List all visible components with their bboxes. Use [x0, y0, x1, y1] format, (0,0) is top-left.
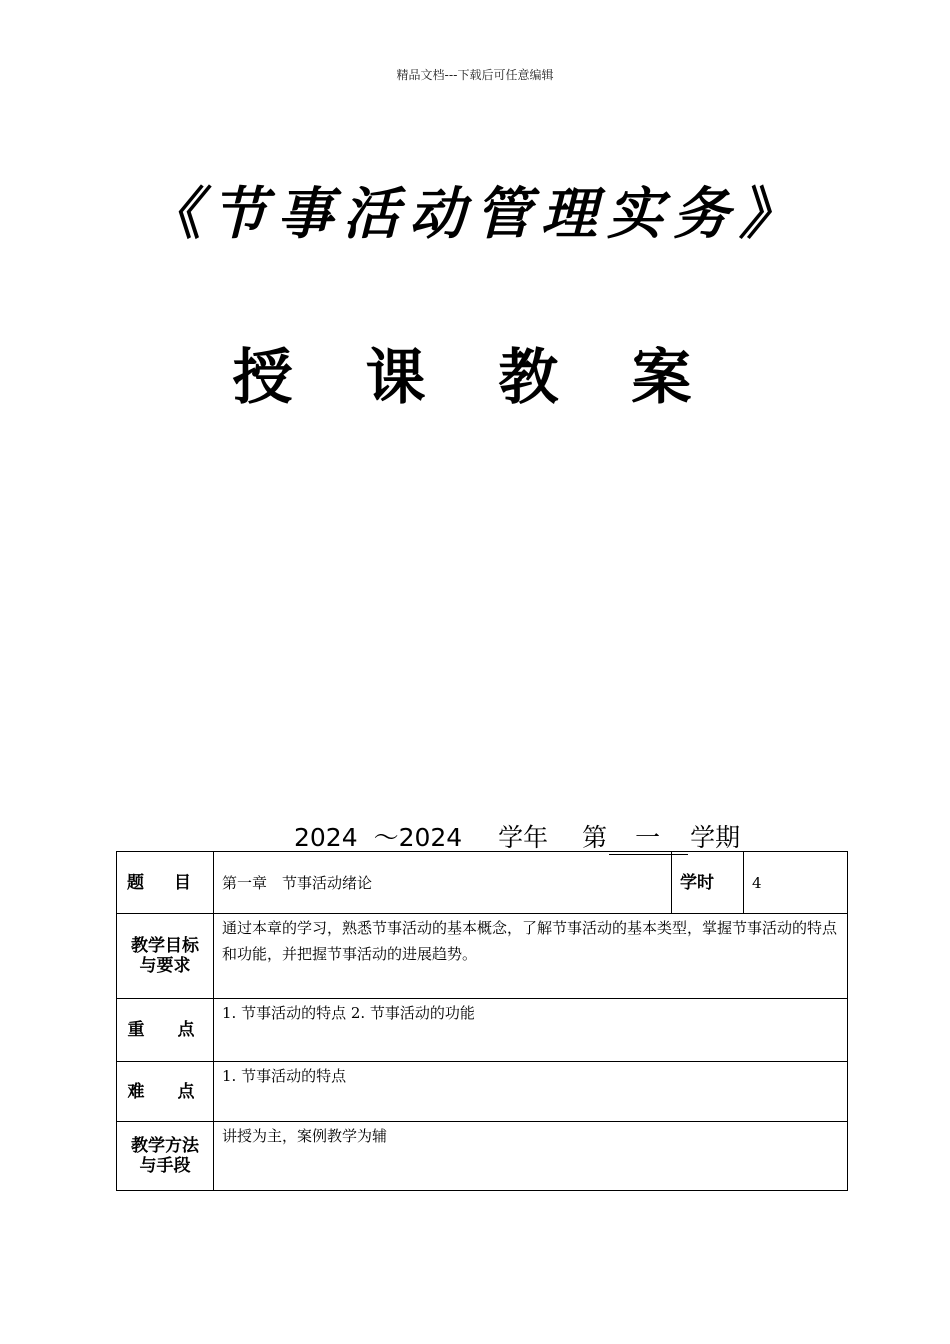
document-subtitle: 授 课 教 案: [232, 343, 718, 413]
term-year-end: ～2024: [373, 823, 463, 852]
topic-label: 题 目: [117, 852, 214, 914]
objectives-value: 通过本章的学习，熟悉节事活动的基本概念，了解节事活动的基本类型，掌握节事活动的特点和功能，并把握节事活动的进展趋势。: [214, 914, 848, 999]
objectives-label: 教学目标 与要求: [117, 914, 214, 999]
topic-value: 第一章 节事活动绪论: [214, 852, 672, 914]
key-points-label: 重 点: [117, 999, 214, 1062]
table-row: [117, 999, 848, 1062]
key-points-value: 1. 节事活动的特点 2. 节事活动的功能: [214, 999, 848, 1062]
term-number: 一: [609, 818, 688, 855]
table-row: [117, 1122, 848, 1191]
term-di: 第: [582, 823, 608, 852]
teaching-method-label: 教学方法 与手段: [117, 1122, 214, 1191]
difficult-points-value: 1. 节事活动的特点: [214, 1062, 848, 1122]
table-row: [117, 1062, 848, 1122]
table-row: [117, 914, 848, 999]
document-title: 《节事活动管理实务》: [145, 181, 805, 247]
hours-value: 4: [744, 852, 848, 914]
header-note: 精品文档---下载后可任意编辑: [396, 68, 554, 82]
hours-label: 学时: [672, 852, 744, 914]
term-label: 学期: [690, 823, 741, 852]
term-year-start: 2024: [294, 823, 358, 852]
table-row: [117, 852, 848, 914]
teaching-method-value: 讲授为主，案例教学为辅: [214, 1122, 848, 1191]
term-year-label: 学年: [498, 823, 549, 852]
lesson-plan-table: [116, 851, 848, 1191]
difficult-points-label: 难 点: [117, 1062, 214, 1122]
term-line: [294, 818, 740, 855]
